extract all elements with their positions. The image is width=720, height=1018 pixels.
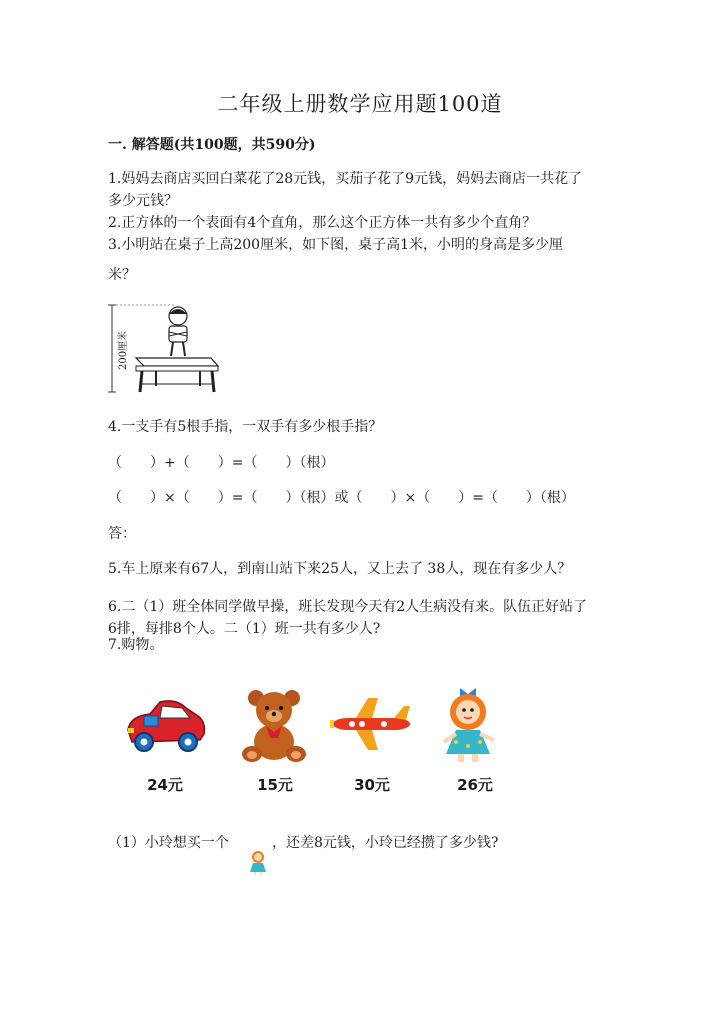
car-icon: [120, 690, 210, 760]
doll-icon: [438, 682, 508, 766]
question-4: 4.一支手有5根手指，一双手有多少根手指？: [108, 419, 383, 435]
toy-car-price: 24元: [147, 776, 183, 794]
teddy-bear-icon: [236, 686, 312, 766]
toy-doll-price: 26元: [457, 776, 493, 794]
toy-car: [120, 690, 210, 760]
question-4-blank-1: （ ）+（ ）=（ ）（根）: [108, 455, 335, 471]
question-7-1-part-b: ，还差8元钱，小玲已经攒了多少钱?: [272, 835, 499, 851]
question-1-line-2: 多少元钱？: [108, 193, 178, 209]
question-5: 5.车上原来有67人，到南山站下来25人，又上去了 38人，现在有多少人？: [108, 561, 572, 577]
boy-on-table-figure: [106, 300, 226, 400]
question-2: 2.正方体的一个表面有4个直角，那么这个正方体一共有多少个直角？: [108, 215, 537, 231]
section-heading: 一. 解答题(共100题，共590分): [108, 137, 316, 153]
question-4-answer: 答：: [108, 526, 136, 542]
small-doll-icon: [246, 848, 270, 876]
question-7: 7.购物。: [108, 637, 164, 653]
airplane-icon: [328, 694, 414, 754]
toy-airplane-price: 30元: [354, 776, 390, 794]
toy-bear: [236, 686, 312, 766]
question-6-line-1: 6.二（1）班全体同学做早操，班长发现今天有2人生病没有来。队伍正好站了: [108, 599, 588, 615]
question-7-1-part-a: （1）小玲想买一个: [108, 835, 229, 851]
question-3-line-2: 米？: [108, 267, 136, 283]
small-doll: [246, 848, 270, 876]
page-title: 二年级上册数学应用题100道: [217, 92, 503, 116]
toy-bear-price: 15元: [257, 776, 293, 794]
question-6-line-2: 6排，每排8个人。二（1）班一共有多少人?: [108, 621, 381, 637]
height-label: 200厘米: [118, 330, 129, 370]
question-4-blank-2: （ ）×（ ）=（ ）（根）或（ ）×（ ）=（ ）（根）: [108, 490, 575, 506]
toy-doll: [438, 682, 508, 766]
question-3-line-1: 3.小明站在桌子上高200厘米，如下图，桌子高1米，小明的身高是多少厘: [108, 237, 563, 253]
toy-airplane: [328, 694, 414, 754]
question-1-line-1: 1.妈妈去商店买回白菜花了28元钱，买茄子花了9元钱，妈妈去商店一共花了: [108, 171, 583, 187]
